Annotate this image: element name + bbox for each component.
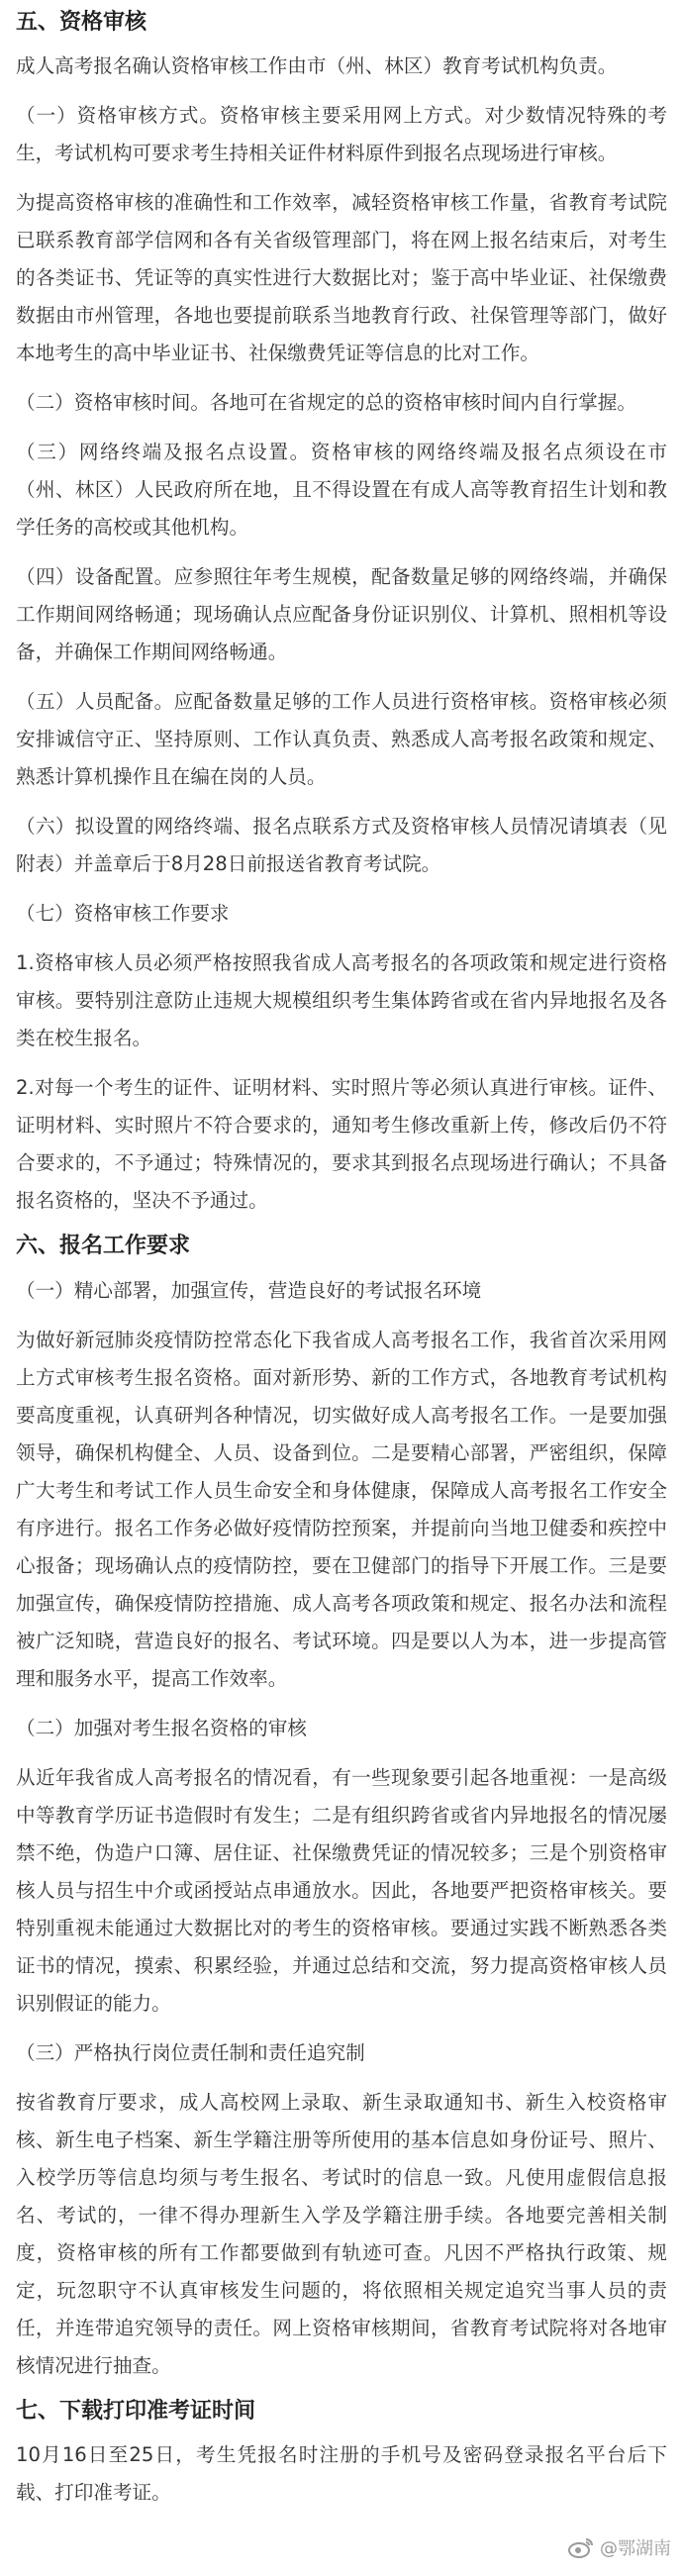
paragraph: （七）资格审核工作要求: [16, 902, 230, 926]
paragraph: 10月16日至25日，考生凭报名时注册的手机号及密码登录报名平台后下载、打印准考证。: [16, 2443, 667, 2505]
paragraph: （二）资格审核时间。各地可在省规定的总的资格审核时间内自行掌握。: [16, 391, 636, 415]
section-heading-admission-ticket: 七、下载打印准考证时间: [16, 2398, 256, 2424]
paragraph: （三）网络终端及报名点设置。资格审核的网络终端及报名点须设在市（州、林区）人民政府所在地，且不得设置在有成人高等教育招生计划和教学任务的高校或其他机构。: [16, 441, 667, 540]
paragraph: （一）资格审核方式。资格审核主要采用网上方式。对少数情况特殊的考生，考试机构可要求考生持相关证件材料原件到报名点现场进行审核。: [16, 104, 667, 165]
paragraph: 为做好新冠肺炎疫情防控常态化下我省成人高考报名工作，我省首次采用网上方式审核考生报名资格。面对新形势、新的工作方式，各地教育考试机构要高度重视，认真研判各种情况，切实做好成人高考报名工作。一是要加强领导，确保机构健全、人员、设备到位。二是要精心部署，严密组织，保障广大考生和考试工作人员生命安全和身体健康，保障成人高考报名工作安全有序进行。报名工作务必做好疫情防控预案，并提前向当地卫健委和疾控中心报备；现场确认点的疫情防控，要在卫健部门的指导下开展工作。三是要加强宣传，确保疫情防控措施、成人高考各项政策和规定、报名办法和流程被广泛知晓，营造良好的报名、考试环境。四是要以人为本，进一步提高管理和服务水平，提高工作效率。: [16, 1328, 667, 1690]
section-heading-registration-requirements: 六、报名工作要求: [16, 1234, 191, 1259]
watermark: [568, 2534, 671, 2560]
paragraph: （一）精心部署，加强宣传，营造良好的考试报名环境: [16, 1278, 482, 1302]
paragraph: （五）人员配备。应配备数量足够的工作人员进行资格审核。资格审核必须安排诚信守正、坚持原则、工作认真负责、熟悉成人高考报名政策和规定、熟悉计算机操作且在编在岗的人员。: [16, 690, 667, 789]
paragraph: 按省教育厅要求，成人高校网上录取、新生录取通知书、新生入校资格审核、新生电子档案、新生学籍注册等所使用的基本信息如身份证号、照片、入校学历等信息均须与考生报名、考试时的信息一致。凡使用虚假信息报名、考试的，一律不得办理新生入学及学籍注册手续。各地要完善相关制度，资格审核的所有工作都要做到有轨迹可查。凡因不严格执行政策、规定，玩忽职守不认真审核发生问题的，将依照相关规定追究当事人员的责任，并连带追究领导的责任。网上资格审核期间，省教育考试院将对各地审核情况进行抽查。: [16, 2090, 667, 2377]
paragraph: 1.资格审核人员必须严格按照我省成人高考报名的各项政策和规定进行资格审核。要特别注意防止违规大规模组织考生集体跨省或在省内异地报名及各类在校生报名。: [16, 951, 667, 1050]
section-heading-qualification-review: 五、资格审核: [16, 10, 147, 35]
paragraph: （四）设备配置。应参照往年考生规模，配备数量足够的网络终端，并确保工作期间网络畅通；现场确认点应配备身份证识别仪、计算机、照相机等设备，并确保工作期间网络畅通。: [16, 565, 667, 664]
watermark-text: @鄂湖南: [600, 2538, 671, 2559]
weibo-icon: [568, 2536, 594, 2558]
paragraph: （二）加强对考生报名资格的审核: [16, 1716, 307, 1739]
paragraph: 为提高资格审核的准确性和工作效率，减轻资格审核工作量，省教育考试院已联系教育部学信网和各有关省级管理部门，将在网上报名结束后，对考生的各类证书、凭证等的真实性进行大数据比对；鉴于高中毕业证、社保缴费数据由市州管理，各地也要提前联系当地教育行政、社保管理等部门，做好本地考生的高中毕业证书、社保缴费凭证等信息的比对工作。: [16, 191, 667, 365]
paragraph: （六）拟设置的网络终端、报名点联系方式及资格审核人员情况请填表（见附表）并盖章后于8月28日前报送省教育考试院。: [16, 815, 667, 876]
paragraph: 2.对每一个考生的证件、证明材料、实时照片等必须认真进行审核。证件、证明材料、实时照片不符合要求的，通知考生修改重新上传，修改后仍不符合要求的，不予通过；特殊情况的，要求其到报名点现场进行确认；不具备报名资格的，坚决不予通过。: [16, 1076, 667, 1213]
paragraph: 从近年我省成人高考报名的情况看，有一些现象要引起各地重视：一是高级中等教育学历证书造假时有发生；二是有组织跨省或省内异地报名的情况屡禁不绝，伪造户口簿、居住证、社保缴费凭证的情况较多；三是个别资格审核人员与招生中介或函授站点串通放水。因此，各地要严把资格审核关。要特别重视未能通过大数据比对的考生的资格审核。要通过实践不断熟悉各类证书的情况，摸索、积累经验，并通过总结和交流，努力提高资格审核人员识别假证的能力。: [16, 1765, 667, 2015]
paragraph: （三）严格执行岗位责任制和责任追究制: [16, 2040, 365, 2064]
paragraph: 成人高考报名确认资格审核工作由市（州、林区）教育考试机构负责。: [16, 54, 618, 78]
